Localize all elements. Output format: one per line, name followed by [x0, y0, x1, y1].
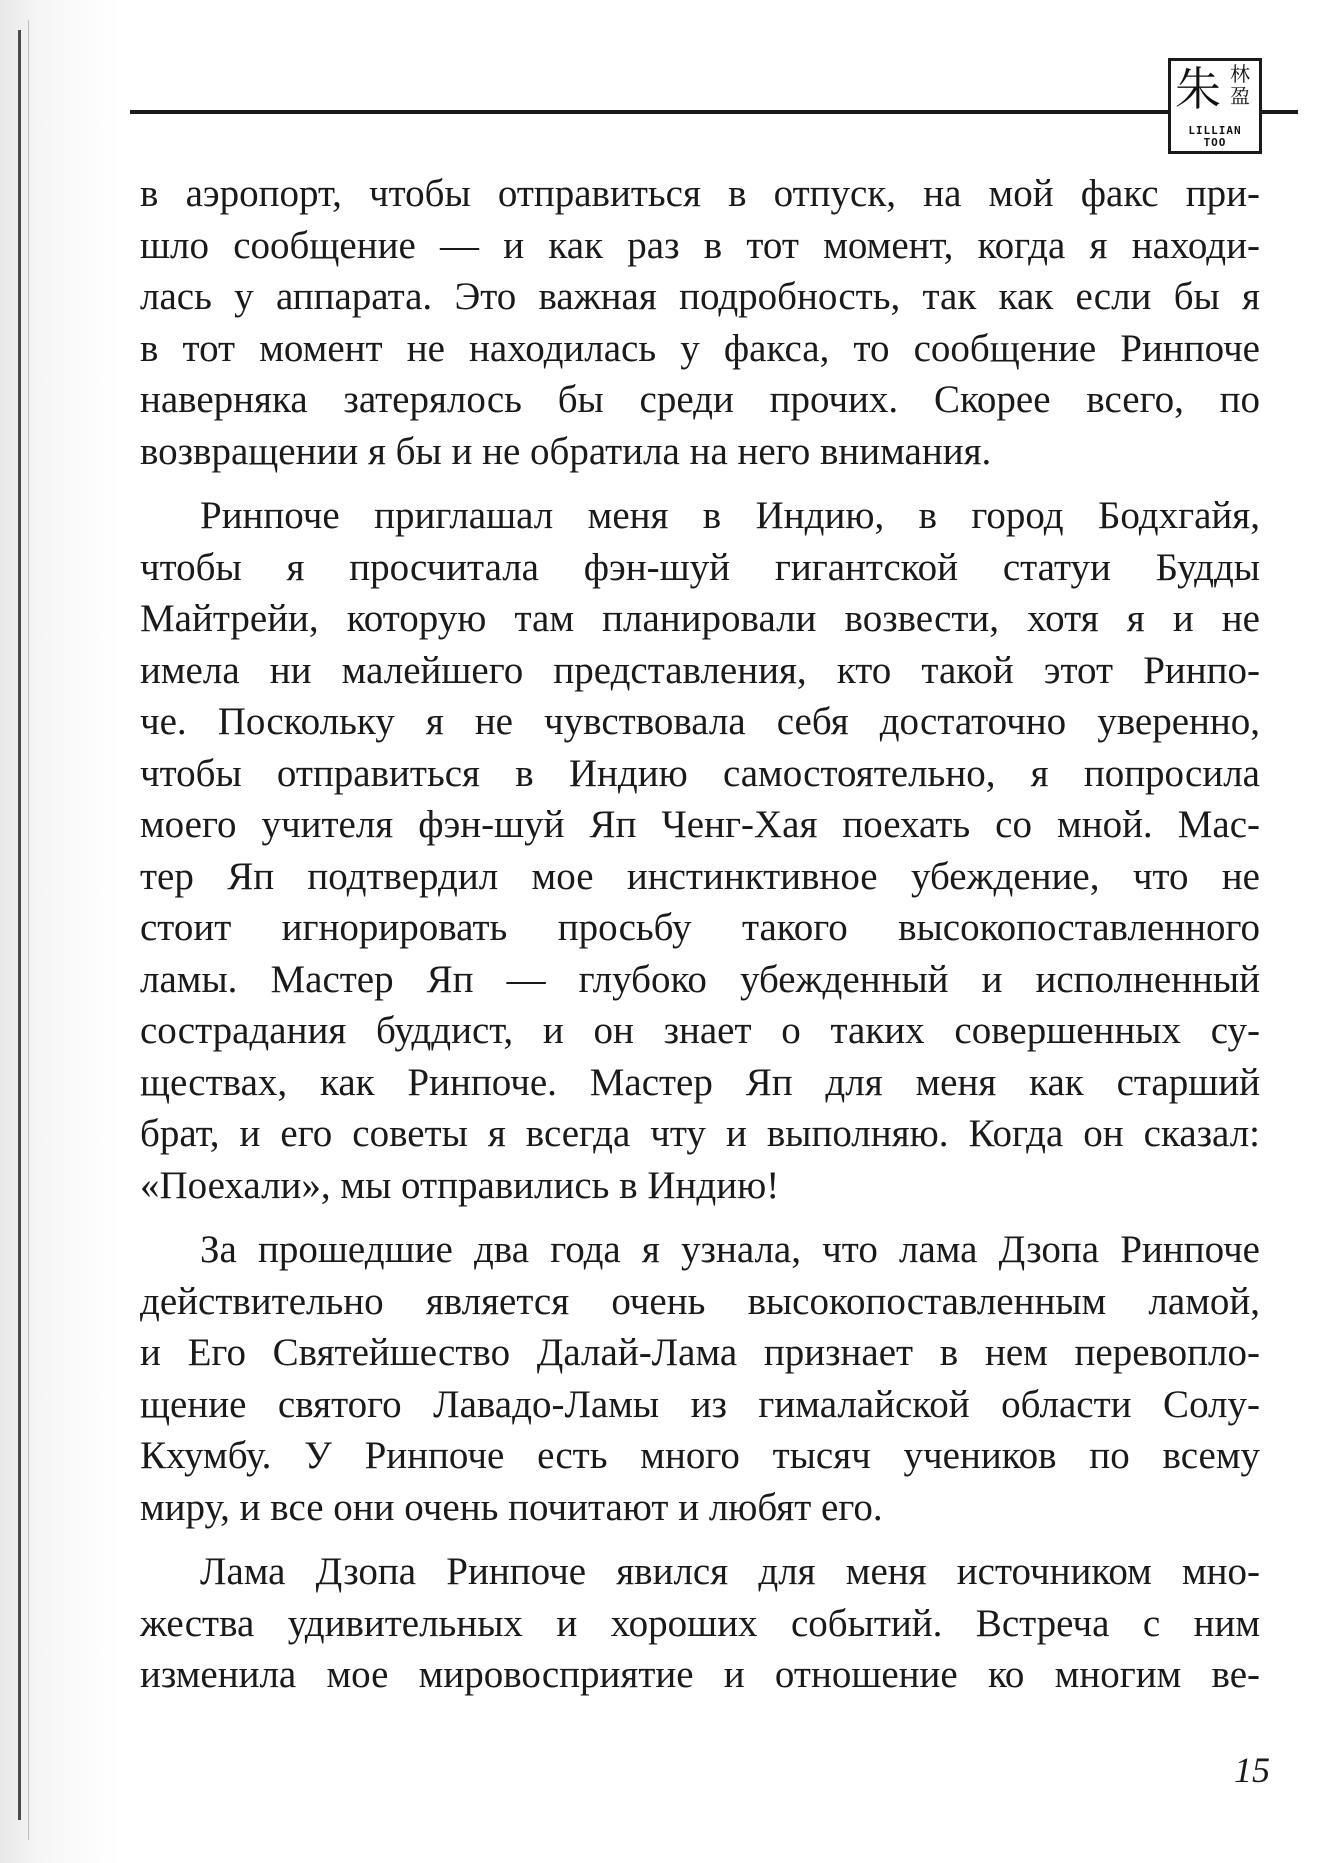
text-line: брат, и его советы я всегда чту и выполняю. Когда он сказал: [140, 1112, 1260, 1155]
paragraph-3 [140, 1224, 1260, 1533]
text-line: Кхумбу. У Ринпоче есть много тысяч учеников по всему [140, 1434, 1260, 1477]
text-line: стоит игнорировать просьбу такого высокопоставленного [140, 906, 1260, 949]
page-spine-shadow [28, 20, 29, 1840]
publisher-logo [1168, 58, 1262, 154]
text-line: ществах, как Ринпоче. Мастер Яп для меня как старший [140, 1060, 1260, 1104]
text-line: жества удивительных и хороших событий. Встреча с ним [140, 1601, 1260, 1645]
logo-main-glyph: 朱 [1175, 62, 1221, 116]
text-line: имела ни малейшего представления, кто такой этот Ринпо- [140, 648, 1260, 692]
text-line: «Поехали», мы отправились в Индию! [140, 1163, 780, 1207]
text-line: чтобы отправиться в Индию самостоятельно, я попросила [140, 751, 1260, 795]
text-line: сострадания буддист, и он знает о таких совершенных су- [140, 1009, 1260, 1052]
text-line: тер Яп подтвердил мое инстинктивное убеждение, что не [140, 854, 1260, 898]
text-line: действительно является очень высокопоставленным ламой, [140, 1279, 1260, 1323]
text-line: щение святого Лавадо-Ламы из гималайской области Солу- [140, 1382, 1260, 1426]
page-spine-edge [18, 30, 21, 1820]
logo-name: LILLIAN TOO [1188, 124, 1242, 149]
paragraph-2 [140, 490, 1260, 1211]
header-rule [130, 110, 1170, 114]
text-line: Ринпоче приглашал меня в Индию, в город Бодхгайя, [200, 494, 1260, 537]
paragraph-4 [140, 1546, 1260, 1701]
text-line: наверняка затерялось бы среди прочих. Скорее всего, по [140, 378, 1260, 421]
text-line: в аэропорт, чтобы отправиться в отпуск, на мой факс при- [140, 172, 1260, 215]
text-line: изменила мое мировосприятие и отношение ко многим ве- [140, 1653, 1260, 1696]
logo-side-glyphs: 林 盈 [1230, 62, 1250, 108]
text-line: Майтрейи, которую там планировали возвести, хотя я и не [140, 597, 1260, 640]
text-line: шло сообщение — и как раз в тот момент, когда я находи- [140, 223, 1260, 267]
text-line: моего учителя фэн-шуй Яп Ченг-Хая поехать со мной. Мас- [140, 803, 1260, 846]
text-line: ламы. Мастер Яп — глубоко убежденный и исполненный [140, 957, 1260, 1001]
paragraph-1 [140, 168, 1260, 477]
page-number: 15 [1234, 1750, 1270, 1790]
text-line: в тот момент не находилась у факса, то сообщение Ринпоче [140, 326, 1260, 370]
text-line: лась у аппарата. Это важная подробность, так как если бы я [140, 275, 1260, 318]
body-text [140, 168, 1260, 1701]
text-line: возвращении я бы и не обратила на него внимания. [140, 429, 992, 473]
text-line: За прошедшие два года я узнала, что лама Дзопа Ринпоче [200, 1228, 1260, 1271]
text-line: че. Поскольку я не чувствовала себя достаточно уверенно, [140, 700, 1260, 743]
text-line: чтобы я просчитала фэн-шуй гигантской статуи Будды [140, 545, 1260, 589]
text-line: и Его Святейшество Далай-Лама признает в нем перевопло- [140, 1331, 1260, 1374]
text-line: Лама Дзопа Ринпоче явился для меня источником мно- [200, 1550, 1260, 1593]
header-rule-tail [1260, 110, 1298, 114]
text-line: миру, и все они очень почитают и любят его. [140, 1485, 883, 1529]
